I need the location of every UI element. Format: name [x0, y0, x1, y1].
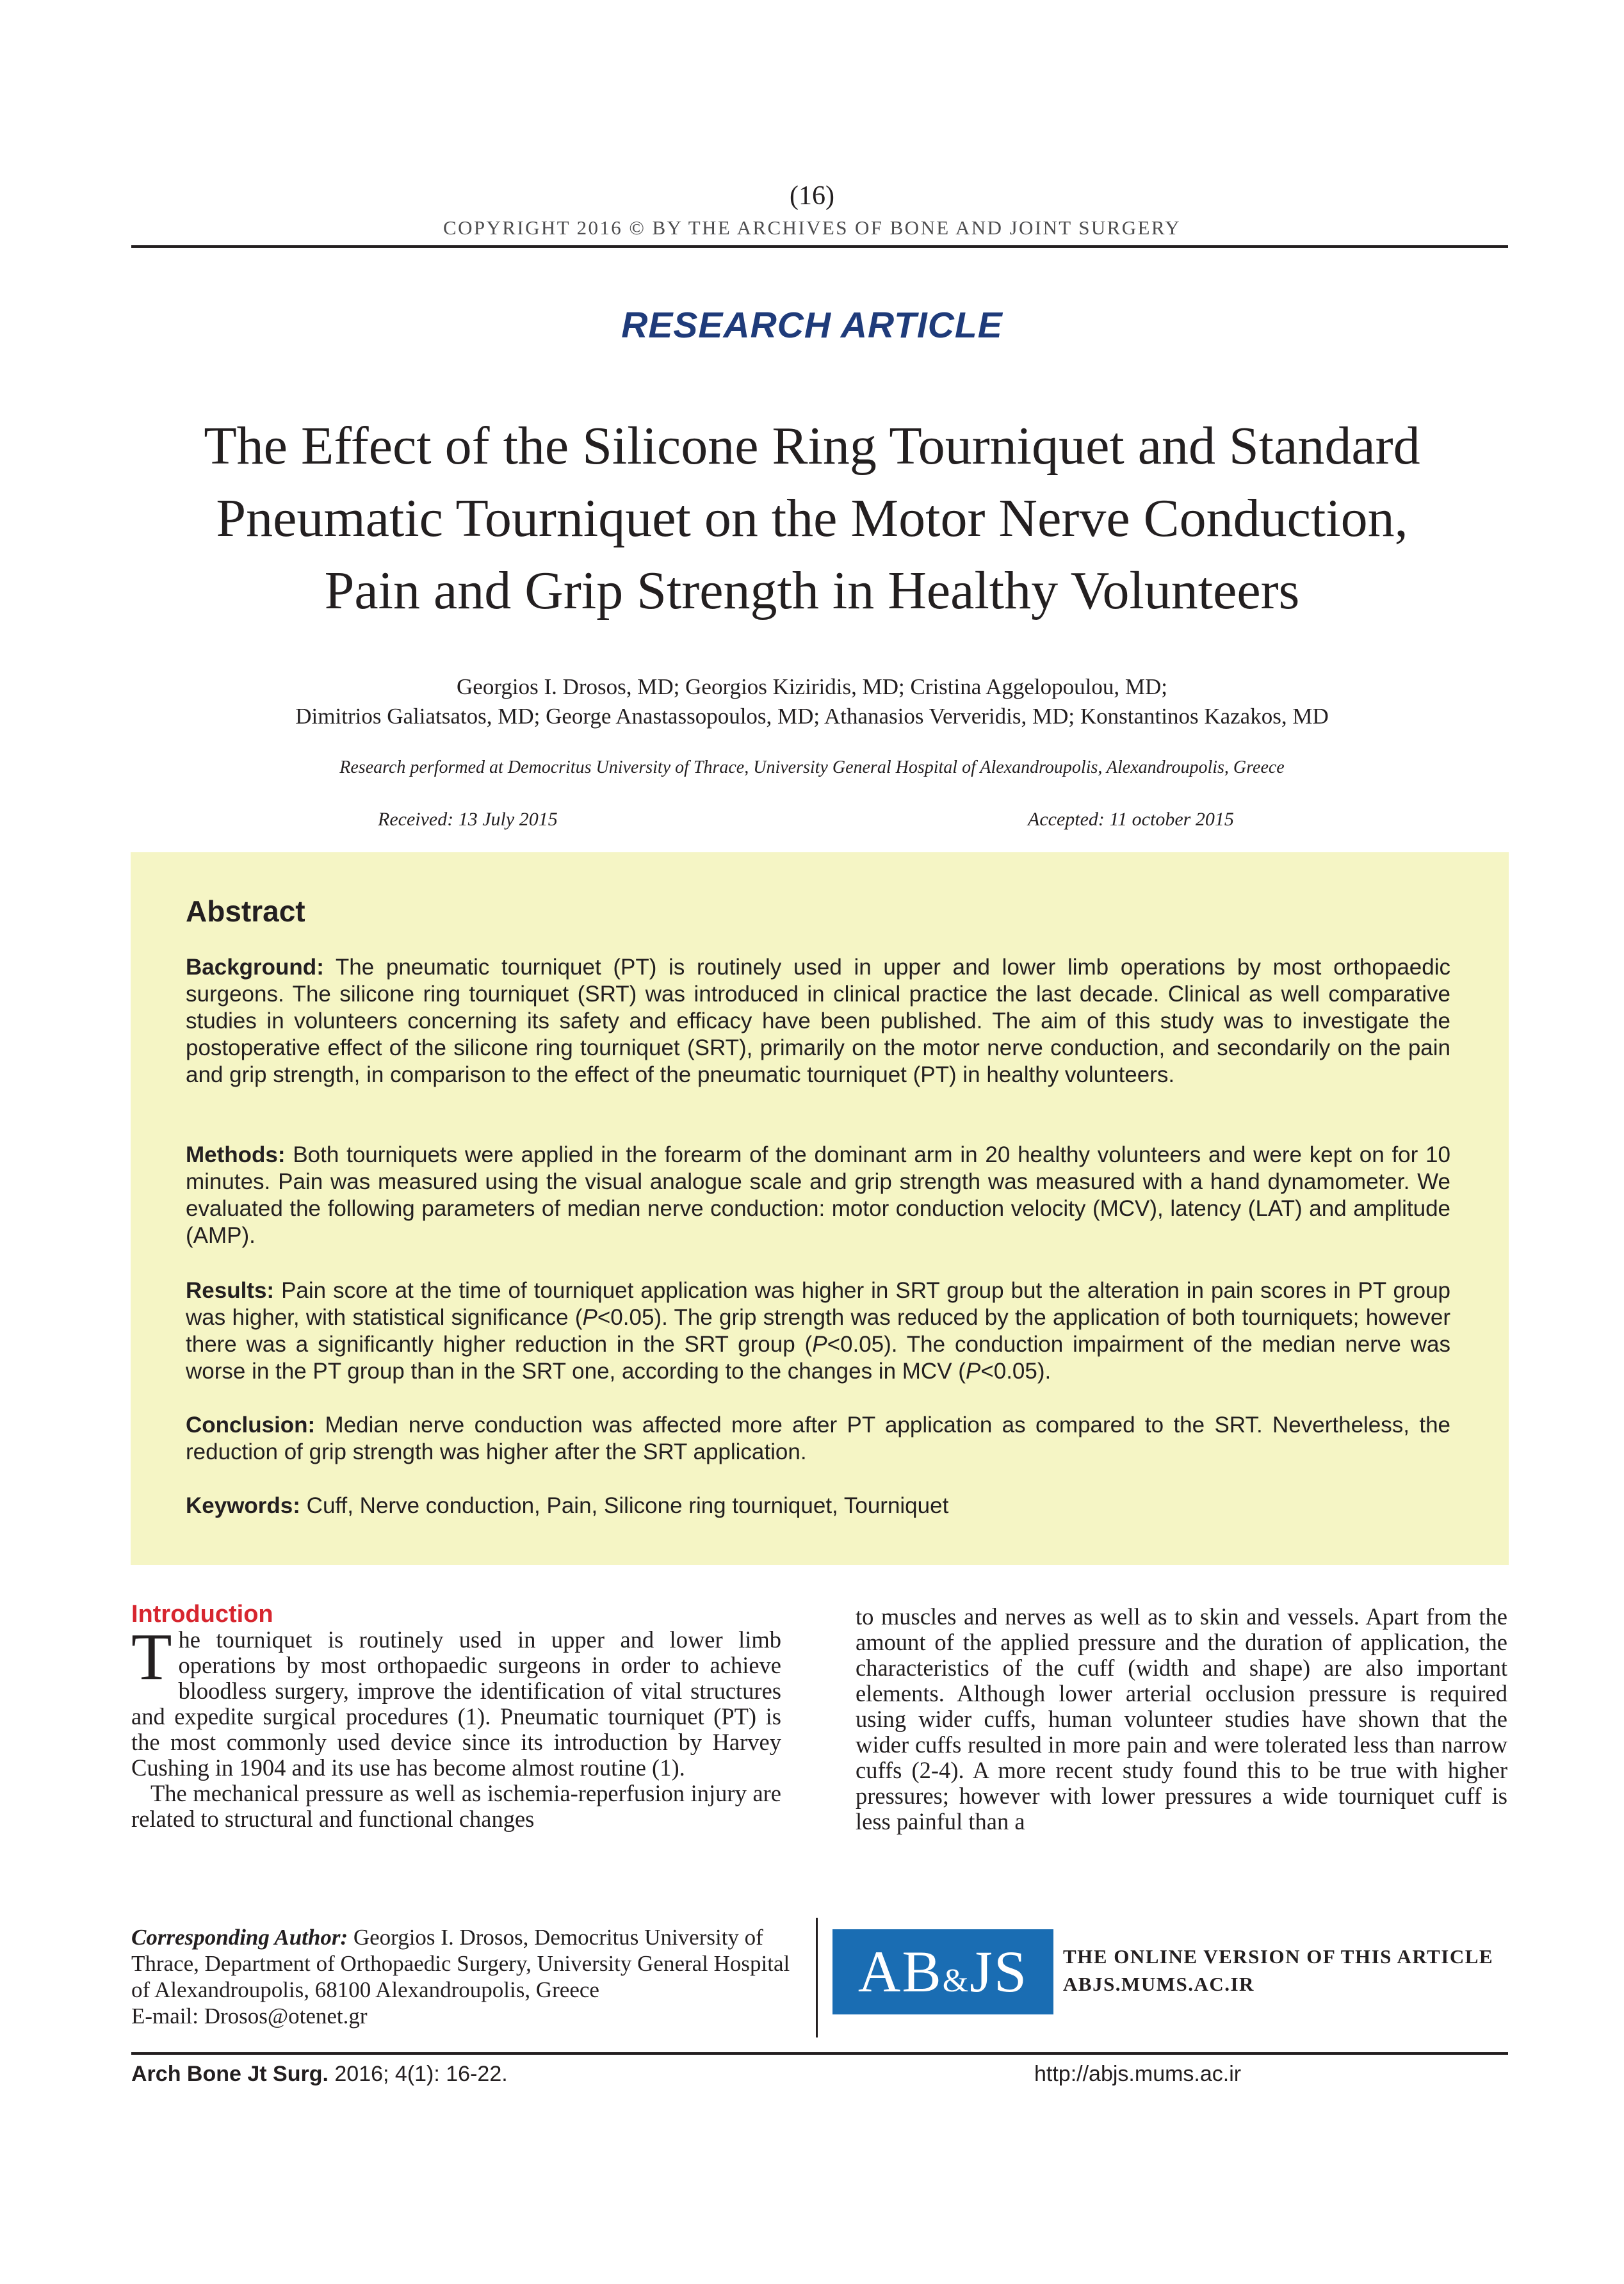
right-column: [856, 1604, 1507, 1834]
column-divider: [816, 1918, 818, 2037]
conclusion-text: Median nerve conduction was affected more after PT application as compared to the SRT. Nevertheless, the reduction of grip strength was higher after the SRT application.: [186, 1413, 1450, 1464]
abstract-results: [186, 1277, 1450, 1385]
abstract-conclusion: [186, 1412, 1450, 1466]
journal-name: Arch Bone Jt Surg.: [131, 2062, 329, 2086]
methods-label: Methods:: [186, 1142, 286, 1167]
corresponding-text: Georgios I. Drosos, Democritus University of Thrace, Department of Orthopaedic Surgery, University General Hospital of Alexandroupolis, 68100 Alexandroupolis, Greece: [131, 1925, 790, 2002]
results-text: <0.05).: [980, 1359, 1052, 1384]
abstract-heading: Abstract: [186, 895, 305, 928]
article-type: RESEARCH ARTICLE: [621, 305, 1003, 346]
introduction-heading: Introduction: [131, 1601, 273, 1628]
article-title: [115, 410, 1509, 627]
results-text: <0.05). The conduction impairment of the median nerve was worse in the PT group than in the SRT one, according to the changes in MCV (: [186, 1332, 1451, 1384]
p-value-symbol: P: [812, 1332, 827, 1357]
accepted-date: Accepted: 11 october 2015: [1028, 809, 1234, 830]
author-list: [128, 672, 1496, 731]
p-value-symbol: P: [582, 1305, 597, 1330]
journal-url[interactable]: http://abjs.mums.ac.ir: [1034, 2062, 1242, 2086]
results-text: Pain score at the time of tourniquet application was higher in SRT group but the alteration in pain scores in PT group was higher, with statistical significance (: [186, 1278, 1450, 1330]
page-number: (16): [790, 181, 834, 211]
citation-text: 2016; 4(1): 16-22.: [328, 2062, 508, 2086]
keywords-text: Cuff, Nerve conduction, Pain, Silicone ring tourniquet, Tourniquet: [300, 1493, 949, 1518]
abstract-background: [186, 954, 1450, 1089]
footer-rule: [131, 2052, 1508, 2055]
author-line: Dimitrios Galiatsatos, MD; George Anastassopoulos, MD; Athanasios Ververidis, MD; Konstantinos Kazakos, MD: [295, 704, 1329, 729]
intro-paragraph: he tourniquet is routinely used in upper and lower limb operations by most orthopaedic surgeons in order to achieve bloodless surgery, improve the identification of vital structures and expedite surgical procedures (1). Pneumatic tourniquet (PT) is the most commonly used device since its introduction by Harvey Cushing in 1904 and its use has become almost routine (1).: [131, 1626, 781, 1781]
p-value-symbol: P: [965, 1359, 981, 1384]
copyright-line: COPYRIGHT 2016 © BY THE ARCHIVES OF BONE AND JOINT SURGERY: [443, 216, 1181, 239]
intro-paragraph-continued: to muscles and nerves as well as to skin and vessels. Apart from the amount of the applied pressure and the duration of application, the characteristics of the cuff (width and shape) are also important elements. Although lower arterial occlusion pressure is required using wider cuffs, human volunteer studies have shown that the wider cuffs resulted in more pain and were tolerated less than narrow cuffs (2-4). A more recent study found this to be true with higher pressures; however with lower pressures a wide tourniquet cuff is less painful than a: [856, 1603, 1507, 1834]
header-rule: [131, 245, 1508, 248]
corresponding-author: [131, 1924, 804, 2029]
intro-paragraph: The mechanical pressure as well as ischemia-reperfusion injury are related to structural and functional changes: [131, 1780, 781, 1832]
abstract-keywords: [186, 1493, 1450, 1519]
logo-text: JS: [970, 1939, 1028, 2004]
title-line: The Effect of the Silicone Ring Tourniquet and Standard: [204, 416, 1420, 476]
received-date: Received: 13 July 2015: [378, 809, 558, 830]
journal-citation: [131, 2062, 508, 2087]
background-text: The pneumatic tourniquet (PT) is routinely used in upper and lower limb operations by most orthopaedic surgeons. The silicone ring tourniquet (SRT) was introduced in clinical practice the last decade. Clinical as well comparative studies in volunteers concerning its safety and efficacy have been published. The aim of this study was to investigate the postoperative effect of the silicone ring tourniquet (SRT), primarily on the motor nerve conduction, and secondarily on the pain and grip strength, in comparison to the effect of the pneumatic tourniquet (PT) in healthy volunteers.: [186, 955, 1450, 1087]
results-label: Results:: [186, 1278, 275, 1303]
abjs-logo: [832, 1929, 1053, 2014]
methods-text: Both tourniquets were applied in the forearm of the dominant arm in 20 healthy volunteers and were kept on for 10 minutes. Pain was measured using the visual analogue scale and grip strength was measured with a hand dynamometer. We evaluated the following parameters of median nerve conduction: motor conduction velocity (MCV), latency (LAT) and amplitude (AMP).: [186, 1142, 1450, 1248]
corresponding-email[interactable]: E-mail: Drosos@otenet.gr: [131, 2004, 368, 2029]
conclusion-label: Conclusion:: [186, 1413, 316, 1438]
logo-text: AB: [857, 1939, 943, 2004]
left-column: [131, 1620, 781, 1832]
title-line: Pain and Grip Strength in Healthy Volunteers: [324, 561, 1300, 620]
corresponding-label: Corresponding Author:: [131, 1925, 348, 1950]
online-version-link[interactable]: ABJS.MUMS.AC.IR: [1063, 1973, 1255, 1995]
keywords-label: Keywords:: [186, 1493, 300, 1518]
results-text: <0.05). The grip strength was reduced by the application of both tourniquets; however there was a significantly higher reduction in the SRT group (: [186, 1305, 1450, 1357]
affiliation: Research performed at Democritus University of Thrace, University General Hospital of Alexandroupolis, Alexandroupolis, Greece: [339, 757, 1285, 777]
drop-cap: T: [131, 1620, 172, 1694]
background-label: Background:: [186, 955, 324, 980]
online-version-label: THE ONLINE VERSION OF THIS ARTICLE: [1063, 1945, 1494, 1968]
logo-ampersand: &: [942, 1963, 970, 1999]
title-line: Pneumatic Tourniquet on the Motor Nerve Conduction,: [216, 489, 1408, 548]
abstract-methods: [186, 1142, 1450, 1249]
author-line: Georgios I. Drosos, MD; Georgios Kiziridis, MD; Cristina Aggelopoulou, MD;: [457, 674, 1167, 699]
